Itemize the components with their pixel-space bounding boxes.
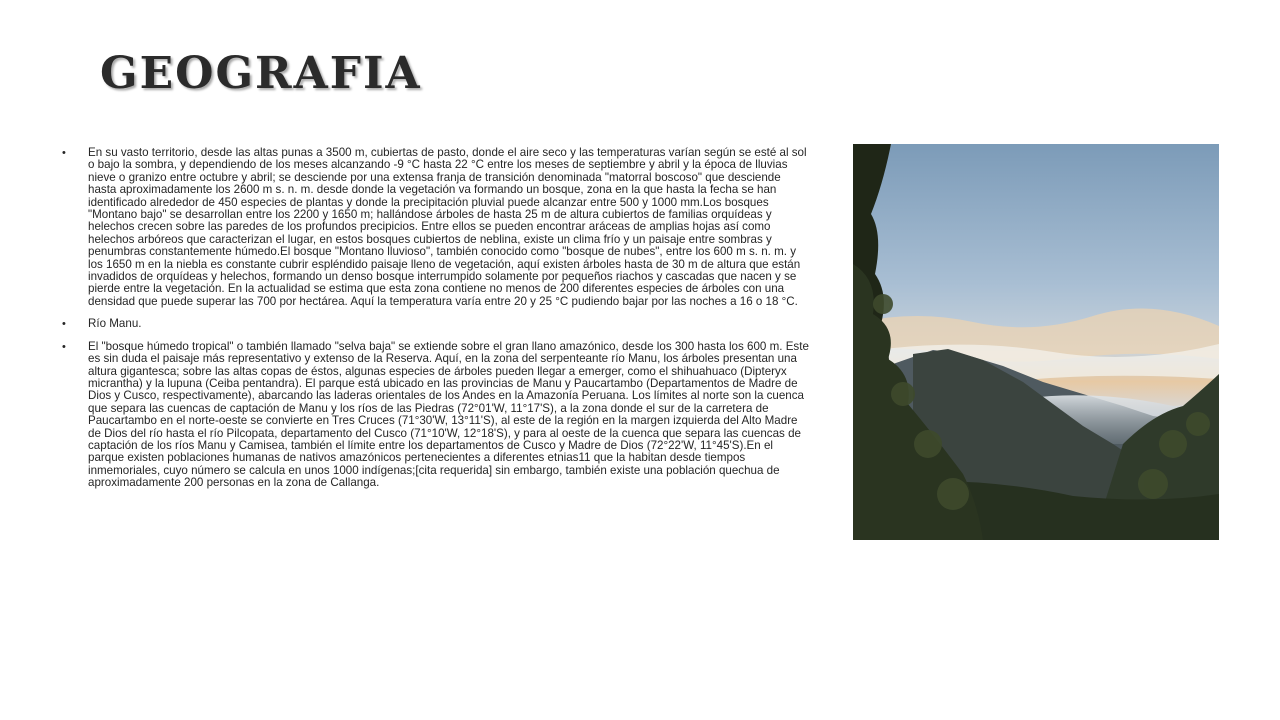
bullet-dot-icon: • [62, 147, 66, 159]
bullet-list [62, 147, 810, 500]
landscape-photo [853, 144, 1219, 540]
bullet-dot-icon: • [62, 340, 66, 353]
bullet-text: El "bosque húmedo tropical" o también llamado "selva baja" se extiende sobre el gran llano amazónico, desde los 300 hasta los 600 m. Este es sin duda el paisaje más representativo y extenso de la Reserva. Aquí, en la zona del serpenteante río Manu, los árboles presentan una altura gigantesca; sobre las altas copas de éstos, algunas especies de árboles pueden llegar a emerger, como el shihuahuaco (Dipteryx micrantha) y la lupuna (Ceiba pentandra). El parque está ubicado en las provincias de Manu y Paucartambo (Departamentos de Madre de Dios y Cusco, respectivamente), abarcando las laderas orientales de los Andes en la Amazonía Peruana. Los límites al norte son la cuenca que separa las cuencas de captación de Manu y los ríos de las Piedras (72°01'W, 11°17'S), a la zona donde el sur de la carretera de Paucartambo en el norte-oeste se convierte en Tres Cruces (71°30'W, 13°11'S), al este de la región en la margen izquierda del Alto Madre de Dios del río hasta el río Pilcopata, departamento del Cusco (71°10'W, 12°18'S), y para al oeste de la cuenca que separa las cuencas de captación de los ríos Manu y Camisea, también el límite entre los departamentos de Cusco y Madre de Dios (72°22'W, 11°45'S).En el parque existen poblaciones humanas de nativos amazónicos pertenecientes a diferentes etnias11 que la habitan desde tiempos inmemoriales, cuyo número se calcula en unos 1000 indígenas;[cita requerida] sin embargo, también existe una población quechua de aproximadamente 200 personas en la zona de Callanga. [88, 339, 809, 490]
slide-title: GEOGRAFIA [100, 48, 422, 99]
bullet-text: En su vasto territorio, desde las altas punas a 3500 m, cubiertas de pasto, donde el aire seco y las temperaturas varían según se esté al sol o bajo la sombra, y dependiendo de los meses alcanzando -9 °C hasta 22 °C entre los meses de septiembre y abril y la época de lluvias nieve o granizo entre octubre y abril; se desciende por una extensa franja de transición denominada "matorral boscoso" que desciende hasta aproximadamente los 2600 m s. n. m. desde donde la vegetación va formando un bosque, zona en la que hasta la fecha se han identificado alrededor de 450 especies de plantas y donde la precipitación pluvial puede alcanzar entre 500 y 1000 mm.Los bosques "Montano bajo" se desarrollan entre los 2200 y 1650 m; hallándose árboles de hasta 25 m de altura cubiertos de familias orquídeas y helechos crecen sobre las paredes de los profundos precipicios. Entre ellos se pueden encontrar aráceas de amplias hojas así como helechos arbóreos que caracterizan el lugar, en estos bosques cubiertos de neblina, existe un clima frío y un paisaje entre sombras y penumbras constantemente húmedo.El bosque "Montano lluvioso", también conocido como "bosque de nubes", entre los 600 m s. n. m. y los 1650 m en la niebla es constante cubrir espléndido paisaje lleno de vegetación, aquí existen árboles hasta de 30 m de altura que están invadidos de orquídeas y helechos, formando un denso bosque interrumpido solamente por pequeños riachos y cascadas que nacen y se pierde entre la vegetación. En la actualidad se estima que esta zona contiene no menos de 200 diferentes especies de árboles con una densidad que puede superar las 700 por hectárea. Aquí la temperatura varía entre 20 y 25 °C pudiendo bajar por las noches a 16 o 18 °C. [88, 146, 807, 308]
bullet-item-forest-zones [62, 147, 810, 308]
bullet-item-tropical-forest [62, 341, 810, 490]
bullet-dot-icon: • [62, 318, 66, 331]
bullet-item-rio-manu [62, 318, 810, 330]
cloud-forest-landscape-image [853, 144, 1219, 540]
bullet-text: Río Manu. [88, 317, 142, 331]
